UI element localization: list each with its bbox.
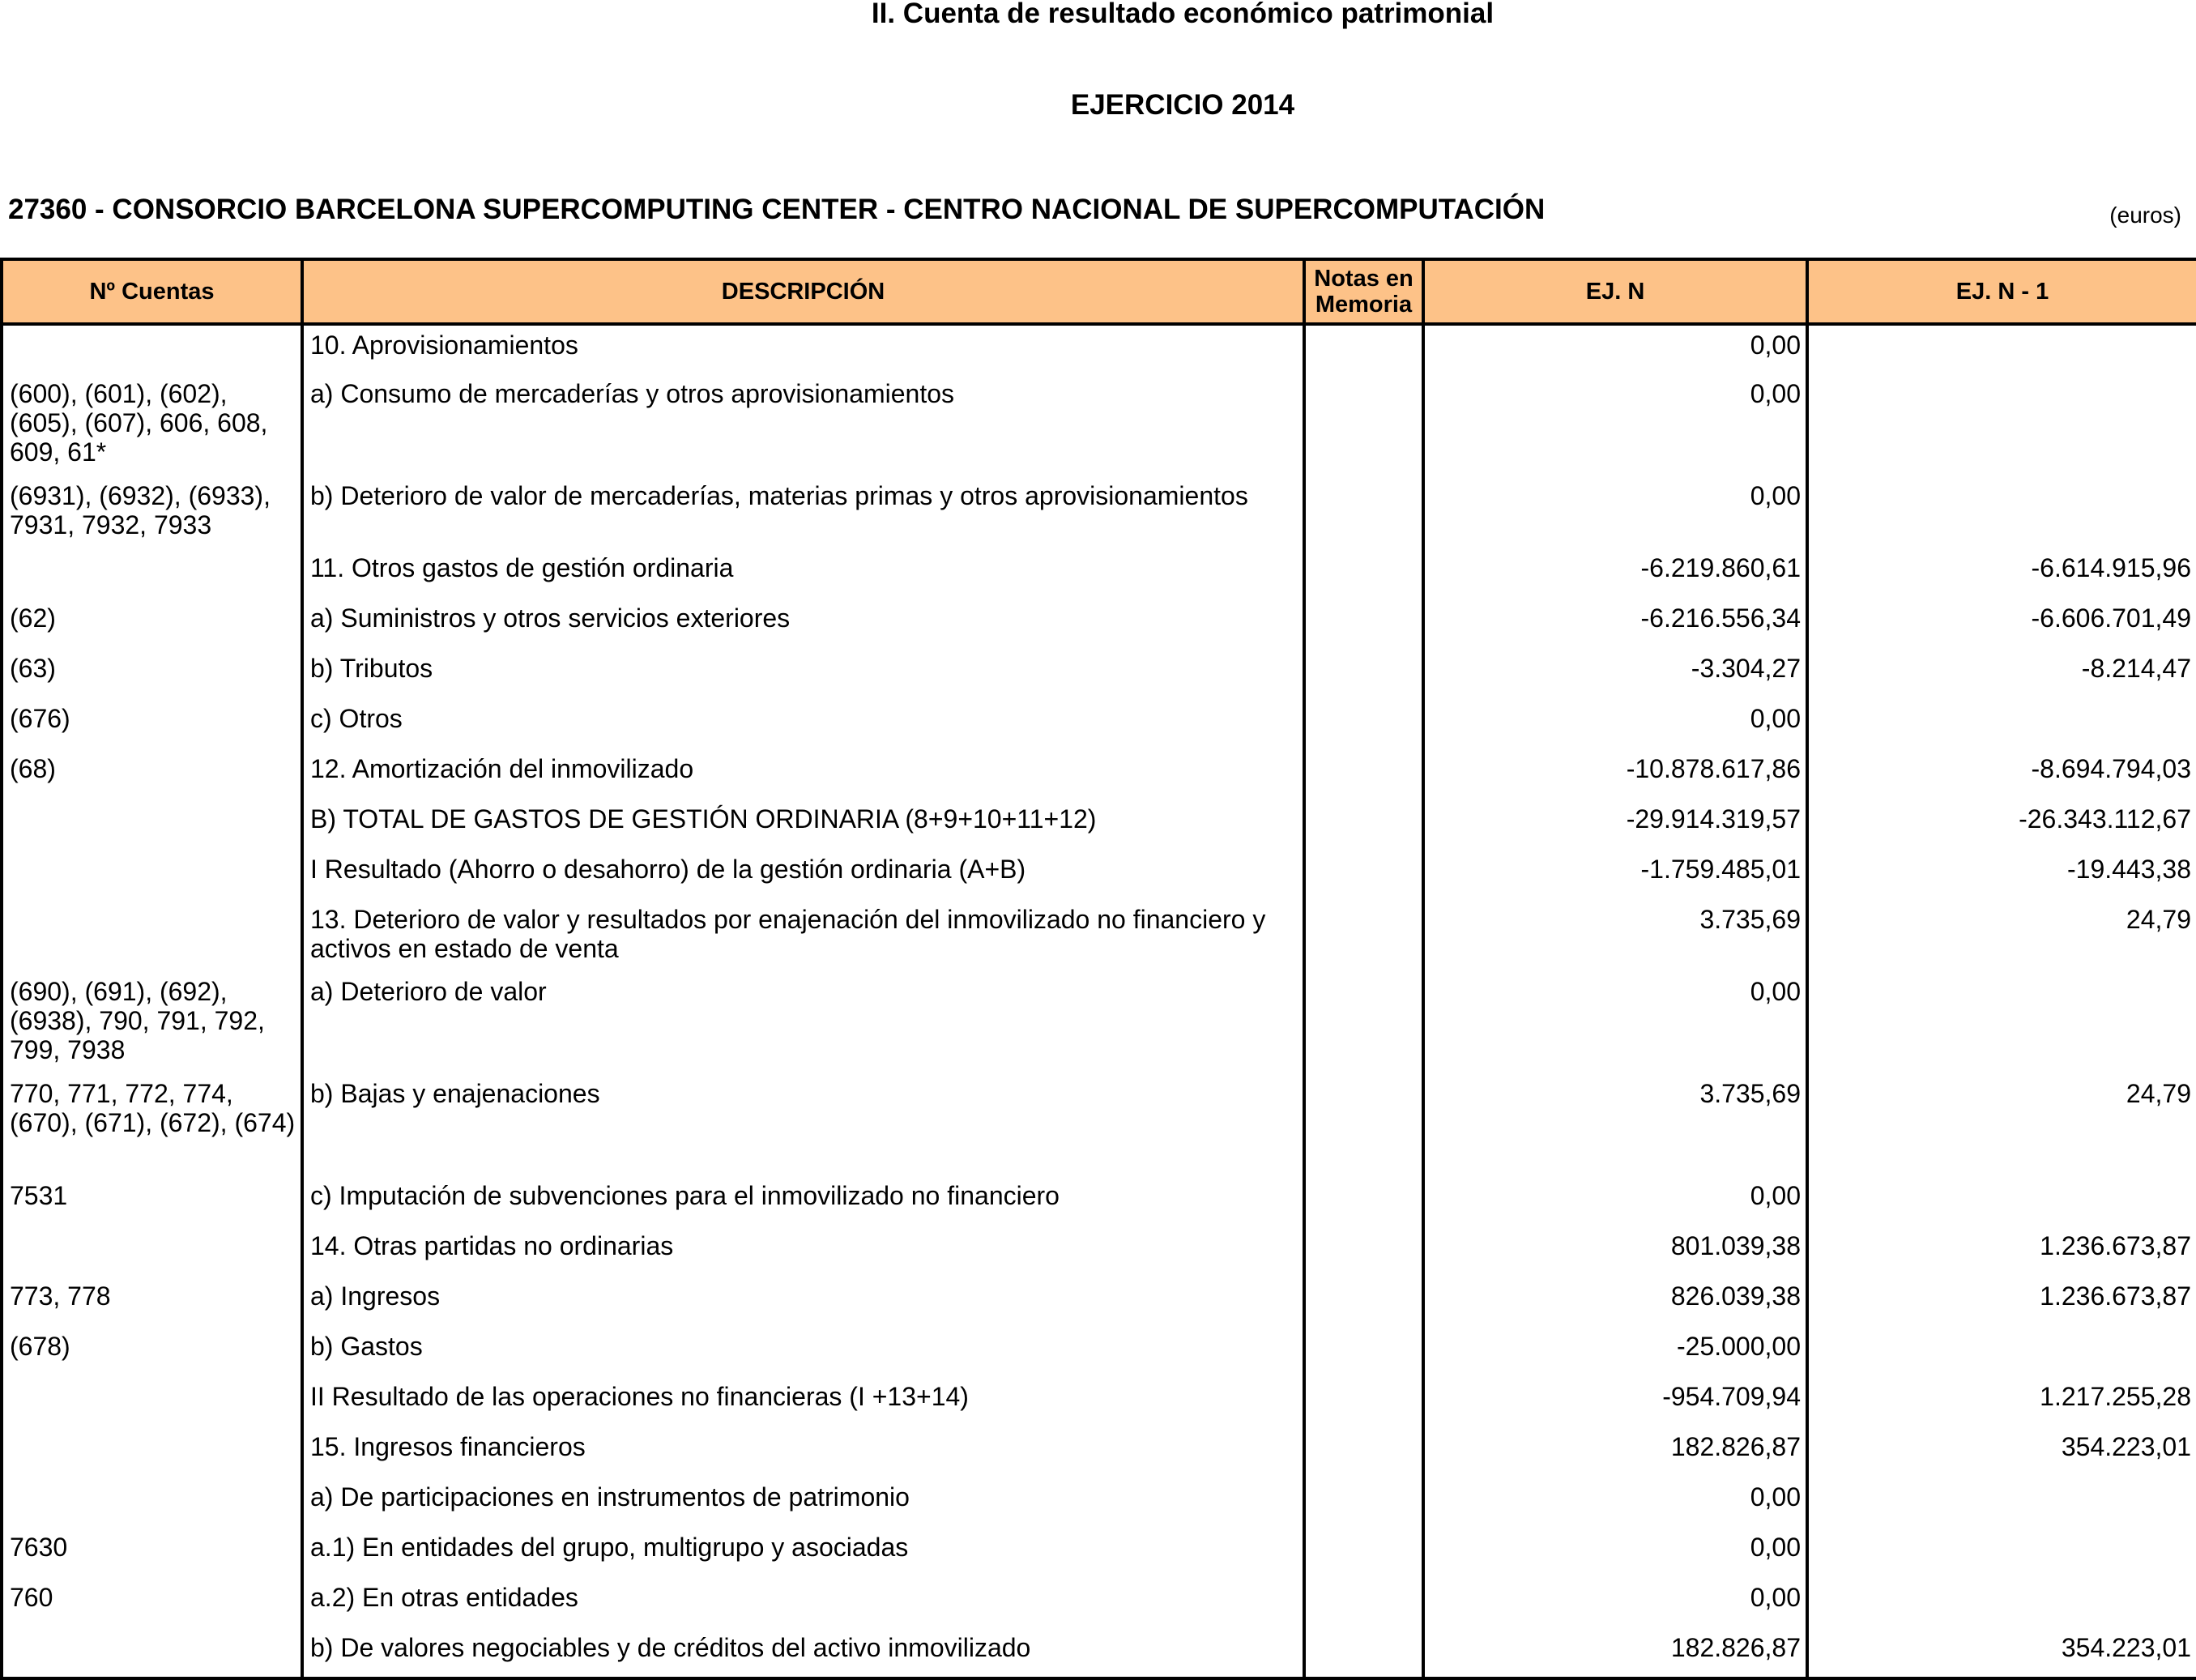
current-year-value: -10.878.617,86 (1423, 749, 1807, 799)
description-cell: 13. Deterioro de valor y resultados por enajenación del inmovilizado no financiero y activos en estado de venta (302, 900, 1304, 972)
table-row (2, 1327, 2196, 1377)
account-codes-cell: (600), (601), (602), (605), (607), 606, 608, 609, 61* (2, 374, 302, 476)
notes-cell (1304, 1226, 1423, 1277)
prior-year-value: 354.223,01 (1807, 1628, 2196, 1678)
notes-cell (1304, 1074, 1423, 1176)
fiscal-year-heading: EJERCICIO 2014 (1070, 89, 1295, 121)
description-cell: b) Bajas y enajenaciones (302, 1074, 1304, 1176)
table-row (2, 850, 2196, 900)
account-codes-cell (2, 1226, 302, 1277)
table-row (2, 1477, 2196, 1528)
prior-year-value: -6.614.915,96 (1807, 548, 2196, 599)
description-cell: II Resultado de las operaciones no financieras (I +13+14) (302, 1377, 1304, 1427)
prior-year-value: -6.606.701,49 (1807, 599, 2196, 649)
current-year-value: 0,00 (1423, 699, 1807, 749)
table-row (2, 1427, 2196, 1477)
description-cell: a) De participaciones en instrumentos de patrimonio (302, 1477, 1304, 1528)
description-cell: a) Consumo de mercaderías y otros aprovisionamientos (302, 374, 1304, 476)
current-year-value: -6.219.860,61 (1423, 548, 1807, 599)
entity-name: 27360 - CONSORCIO BARCELONA SUPERCOMPUTING CENTER - CENTRO NACIONAL DE SUPERCOMPUTACIÓN (8, 194, 1546, 225)
current-year-value: 0,00 (1423, 476, 1807, 548)
account-codes-cell (2, 1477, 302, 1528)
column-header-descripcion: DESCRIPCIÓN (302, 259, 1304, 324)
current-year-value: 0,00 (1423, 324, 1807, 374)
prior-year-value: 1.236.673,87 (1807, 1277, 2196, 1327)
table-row (2, 548, 2196, 599)
notes-cell (1304, 699, 1423, 749)
income-statement-table (0, 258, 2196, 1680)
account-codes-cell: 7630 (2, 1528, 302, 1578)
prior-year-value (1807, 374, 2196, 476)
current-year-value: 826.039,38 (1423, 1277, 1807, 1327)
description-cell: b) De valores negociables y de créditos del activo inmovilizado (302, 1628, 1304, 1678)
current-year-value: 3.735,69 (1423, 1074, 1807, 1176)
current-year-value: 3.735,69 (1423, 900, 1807, 972)
column-header-ej-n-1: EJ. N - 1 (1807, 259, 2196, 324)
current-year-value: 801.039,38 (1423, 1226, 1807, 1277)
table-row (2, 599, 2196, 649)
description-cell: 12. Amortización del inmovilizado (302, 749, 1304, 799)
column-header-ej-n: EJ. N (1423, 259, 1807, 324)
notes-cell (1304, 1578, 1423, 1628)
notes-cell (1304, 374, 1423, 476)
prior-year-value (1807, 1477, 2196, 1528)
table-row (2, 324, 2196, 374)
description-cell: a) Ingresos (302, 1277, 1304, 1327)
notes-cell (1304, 324, 1423, 374)
account-codes-cell: (678) (2, 1327, 302, 1377)
table-row (2, 649, 2196, 699)
prior-year-value (1807, 1578, 2196, 1628)
current-year-value: 0,00 (1423, 1528, 1807, 1578)
description-cell: B) TOTAL DE GASTOS DE GESTIÓN ORDINARIA (8+9+10+11+12) (302, 799, 1304, 850)
account-codes-cell: 7531 (2, 1176, 302, 1226)
description-cell: 11. Otros gastos de gestión ordinaria (302, 548, 1304, 599)
current-year-value: -954.709,94 (1423, 1377, 1807, 1427)
notes-cell (1304, 1528, 1423, 1578)
description-cell: c) Otros (302, 699, 1304, 749)
table-row (2, 1176, 2196, 1226)
prior-year-value: 354.223,01 (1807, 1427, 2196, 1477)
table-row (2, 1528, 2196, 1578)
prior-year-value (1807, 1176, 2196, 1226)
notes-cell (1304, 476, 1423, 548)
description-cell: b) Deterioro de valor de mercaderías, materias primas y otros aprovisionamientos (302, 476, 1304, 548)
table-row (2, 799, 2196, 850)
account-codes-cell: (63) (2, 649, 302, 699)
current-year-value: -29.914.319,57 (1423, 799, 1807, 850)
current-year-value: -1.759.485,01 (1423, 850, 1807, 900)
account-codes-cell: 770, 771, 772, 774, (670), (671), (672), (674) (2, 1074, 302, 1176)
current-year-value: -25.000,00 (1423, 1327, 1807, 1377)
column-header-notas: Notas en Memoria (1304, 259, 1423, 324)
account-codes-cell (2, 799, 302, 850)
account-codes-cell (2, 850, 302, 900)
description-cell: 10. Aprovisionamientos (302, 324, 1304, 374)
account-codes-cell: (62) (2, 599, 302, 649)
account-codes-cell: (6931), (6932), (6933), 7931, 7932, 7933 (2, 476, 302, 548)
prior-year-value: 24,79 (1807, 1074, 2196, 1176)
current-year-value: 182.826,87 (1423, 1628, 1807, 1678)
notes-cell (1304, 548, 1423, 599)
table-row (2, 699, 2196, 749)
description-cell: a.1) En entidades del grupo, multigrupo y asociadas (302, 1528, 1304, 1578)
prior-year-value: -8.214,47 (1807, 649, 2196, 699)
current-year-value: 182.826,87 (1423, 1427, 1807, 1477)
prior-year-value (1807, 1528, 2196, 1578)
current-year-value: 0,00 (1423, 972, 1807, 1074)
account-codes-cell: (690), (691), (692), (6938), 790, 791, 792, 799, 7938 (2, 972, 302, 1074)
notes-cell (1304, 1628, 1423, 1678)
description-cell: 14. Otras partidas no ordinarias (302, 1226, 1304, 1277)
description-cell: c) Imputación de subvenciones para el inmovilizado no financiero (302, 1176, 1304, 1226)
description-cell: a) Deterioro de valor (302, 972, 1304, 1074)
notes-cell (1304, 749, 1423, 799)
account-codes-cell (2, 1427, 302, 1477)
account-codes-cell: 773, 778 (2, 1277, 302, 1327)
prior-year-value: 1.217.255,28 (1807, 1377, 2196, 1427)
current-year-value: -6.216.556,34 (1423, 599, 1807, 649)
description-cell: b) Tributos (302, 649, 1304, 699)
table-row (2, 972, 2196, 1074)
table-row (2, 476, 2196, 548)
description-cell: 15. Ingresos financieros (302, 1427, 1304, 1477)
notes-cell (1304, 972, 1423, 1074)
notes-cell (1304, 649, 1423, 699)
notes-cell (1304, 900, 1423, 972)
notes-cell (1304, 850, 1423, 900)
document-title: II. Cuenta de resultado económico patrimonial (871, 0, 1495, 29)
description-cell: I Resultado (Ahorro o desahorro) de la gestión ordinaria (A+B) (302, 850, 1304, 900)
prior-year-value: -26.343.112,67 (1807, 799, 2196, 850)
notes-cell (1304, 1327, 1423, 1377)
account-codes-cell: 760 (2, 1578, 302, 1628)
table-row (2, 1277, 2196, 1327)
table-row (2, 1578, 2196, 1628)
account-codes-cell (2, 1377, 302, 1427)
notes-cell (1304, 799, 1423, 850)
current-year-value: -3.304,27 (1423, 649, 1807, 699)
notes-cell (1304, 1427, 1423, 1477)
prior-year-value: 1.236.673,87 (1807, 1226, 2196, 1277)
account-codes-cell (2, 324, 302, 374)
prior-year-value (1807, 972, 2196, 1074)
notes-cell (1304, 599, 1423, 649)
account-codes-cell (2, 548, 302, 599)
notes-cell (1304, 1277, 1423, 1327)
current-year-value: 0,00 (1423, 1477, 1807, 1528)
table-row (2, 1226, 2196, 1277)
prior-year-value: -8.694.794,03 (1807, 749, 2196, 799)
account-codes-cell: (676) (2, 699, 302, 749)
account-codes-cell (2, 900, 302, 972)
prior-year-value (1807, 699, 2196, 749)
notes-cell (1304, 1477, 1423, 1528)
column-header-cuentas: Nº Cuentas (2, 259, 302, 324)
table-row (2, 749, 2196, 799)
description-cell: a.2) En otras entidades (302, 1578, 1304, 1628)
table-row (2, 900, 2196, 972)
current-year-value: 0,00 (1423, 1578, 1807, 1628)
prior-year-value (1807, 1327, 2196, 1377)
notes-cell (1304, 1176, 1423, 1226)
account-codes-cell (2, 1628, 302, 1678)
prior-year-value: -19.443,38 (1807, 850, 2196, 900)
prior-year-value (1807, 476, 2196, 548)
notes-cell (1304, 1377, 1423, 1427)
currency-units: (euros) (2109, 203, 2181, 228)
description-cell: a) Suministros y otros servicios exteriores (302, 599, 1304, 649)
account-codes-cell: (68) (2, 749, 302, 799)
table-row (2, 1628, 2196, 1678)
table-row (2, 1377, 2196, 1427)
current-year-value: 0,00 (1423, 374, 1807, 476)
prior-year-value (1807, 324, 2196, 374)
table-header-row (2, 259, 2196, 324)
table-row (2, 374, 2196, 476)
description-cell: b) Gastos (302, 1327, 1304, 1377)
current-year-value: 0,00 (1423, 1176, 1807, 1226)
table-row (2, 1074, 2196, 1176)
prior-year-value: 24,79 (1807, 900, 2196, 972)
